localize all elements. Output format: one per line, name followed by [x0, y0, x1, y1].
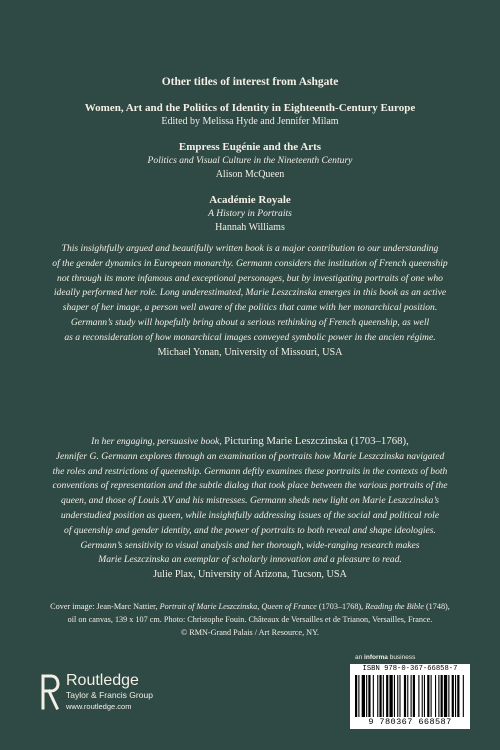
title-subtitle: Politics and Visual Culture in the Nineteenth Century: [147, 155, 353, 166]
quote-line: Germann’s study will hopefully bring about a serious rethinking of French queenship, as well: [70, 316, 430, 328]
barcode-bar: [404, 675, 406, 717]
quote-line: ideally performed her role. Long underestimated, Marie Leszczinska emerges in this book as an active: [53, 287, 447, 299]
titles-list: [0, 101, 500, 246]
informa-suffix: business: [389, 654, 416, 661]
barcode-bar: [411, 675, 412, 717]
barcode-bar: [424, 675, 425, 717]
isbn-barcode: [350, 664, 470, 729]
review-quote-yonan: [0, 242, 500, 360]
quote-line: conventions of representation and the subtle dialog that took place between the various portraits of the: [52, 480, 448, 492]
quote-line: Germann’s sensitivity to visual analysis and her thorough, wide-ranging research makes: [80, 539, 420, 551]
barcode-bar: [377, 675, 378, 717]
quote-attribution: Julie Plax, University of Arizona, Tucson, USA: [153, 569, 347, 581]
barcode-bar: [399, 675, 400, 717]
barcode-bar: [422, 675, 423, 717]
credit-text: (1703–1768),: [318, 602, 364, 611]
title-author: Edited by Melissa Hyde and Jennifer Milam: [161, 116, 339, 127]
barcode-bar: [389, 675, 392, 717]
title-author: Alison McQueen: [215, 169, 285, 180]
credit-text: Cover image: Jean-Marc Nattier,: [50, 602, 158, 611]
barcode-number: 9 780367 668587: [368, 717, 452, 727]
barcode-bar: [444, 675, 447, 717]
quote-line: queen, and those of Louis XV and his mistresses. Germann sheds new light on Marie Leszczinska’s: [61, 495, 439, 507]
painting-subtitle: Reading the Bible: [365, 602, 424, 611]
quote-line: not through its more infamous and exceptional personages, but by investigating portraits of one who: [57, 272, 443, 284]
publisher-text: [66, 672, 153, 712]
book-title-mention: Picturing Marie Leszczinska (1703–1768),: [224, 435, 409, 447]
quote-line: the roles and restrictions of queenship. Germann deftly examines these portraits in the contexts of both: [52, 465, 448, 477]
publisher-name: Routledge: [66, 672, 139, 689]
barcode-bar: [452, 675, 454, 717]
barcode-bar: [418, 675, 419, 717]
barcode-bar: [457, 675, 459, 717]
barcode-bar: [441, 675, 443, 717]
painting-title: Portrait of Marie Leszczinska, Queen of France: [159, 602, 317, 611]
title-item: [0, 193, 500, 235]
barcode-bar: [431, 675, 432, 717]
title-name: Women, Art and the Politics of Identity in Eighteenth-Century Europe: [84, 102, 416, 114]
quote-line: as a reconsideration of how monarchical images conveyed symbolic power in the ancien régime.: [64, 331, 436, 343]
informa-brand: informa: [364, 654, 388, 661]
routledge-logo: [40, 672, 210, 722]
title-author: Hannah Williams: [215, 222, 285, 233]
quote-line: Marie Leszczinska an exemplar of scholarly innovation and a pleasure to read.: [98, 554, 402, 566]
barcode-bar: [455, 675, 456, 717]
title-item: [0, 101, 500, 129]
other-titles-heading: Other titles of interest from Ashgate: [161, 76, 339, 88]
barcode-bar: [366, 675, 367, 717]
title-subtitle: A History in Portraits: [208, 208, 292, 219]
credit-line: oil on canvas, 139 x 107 cm. Photo: Christophe Fouin. Châteaux de Versailles et de Trianon, Versailles, France.: [67, 615, 433, 624]
quote-intro: In her engaging, persuasive book,: [91, 436, 222, 447]
informa-prefix: an: [355, 654, 363, 661]
title-name: Empress Eugénie and the Arts: [178, 141, 322, 153]
review-quote-plax: [0, 434, 500, 583]
barcode-bar: [386, 675, 388, 717]
publisher-url: www.routledge.com: [66, 702, 132, 711]
barcode-bar: [397, 675, 398, 717]
barcode-bar: [413, 675, 415, 717]
barcode-bars: [355, 675, 465, 717]
barcode-bar: [355, 675, 357, 717]
quote-line: This insightfully argued and beautifully written book is a major contribution to our understanding: [61, 243, 439, 254]
quote-line: [34, 434, 466, 450]
barcode-bar: [358, 675, 359, 717]
title-item: [0, 140, 500, 182]
barcode-bar: [438, 675, 439, 717]
title-name: Académie Royale: [209, 194, 291, 206]
credit-text: (1748),: [425, 602, 450, 611]
isbn-label: ISBN 978-0-367-66858-7: [362, 665, 458, 673]
quote-attribution: Michael Yonan, University of Missouri, USA: [157, 346, 343, 358]
quote-line: understudied position as queen, while insightfully addressing issues of the social and political role: [60, 509, 440, 521]
barcode-bar: [463, 675, 464, 717]
quote-line: shaper of her image, a person well aware of the politics that came with her monarchical position.: [62, 302, 438, 314]
barcode-bar: [368, 675, 370, 717]
routledge-r-icon: [40, 674, 60, 710]
barcode-bar: [379, 675, 381, 717]
publisher-group: Taylor & Francis Group: [66, 690, 153, 700]
quote-line: of the gender dynamics in European monarchy. Germann considers the institution of French queenship: [52, 257, 448, 269]
barcode-bar: [448, 675, 449, 717]
barcode-bar: [435, 675, 436, 717]
informa-business-label: [355, 654, 415, 661]
quote-line: of queenship and gender identity, and the power of portraits to both reveal and shape ideologies.: [64, 524, 436, 536]
barcode-bar: [383, 675, 384, 717]
barcode-bar: [394, 675, 395, 717]
credit-line: [36, 600, 464, 613]
barcode-bar: [427, 675, 429, 717]
quote-line: Jennifer G. Germann explores through an examination of portraits how Marie Leszczinska navigated: [55, 450, 445, 462]
cover-image-credits: [0, 600, 500, 639]
barcode-bar: [407, 675, 408, 717]
barcode-bar: [362, 675, 365, 717]
barcode-bar: [373, 675, 374, 717]
credit-line: © RMN-Grand Palais / Art Resource, NY.: [181, 628, 319, 637]
